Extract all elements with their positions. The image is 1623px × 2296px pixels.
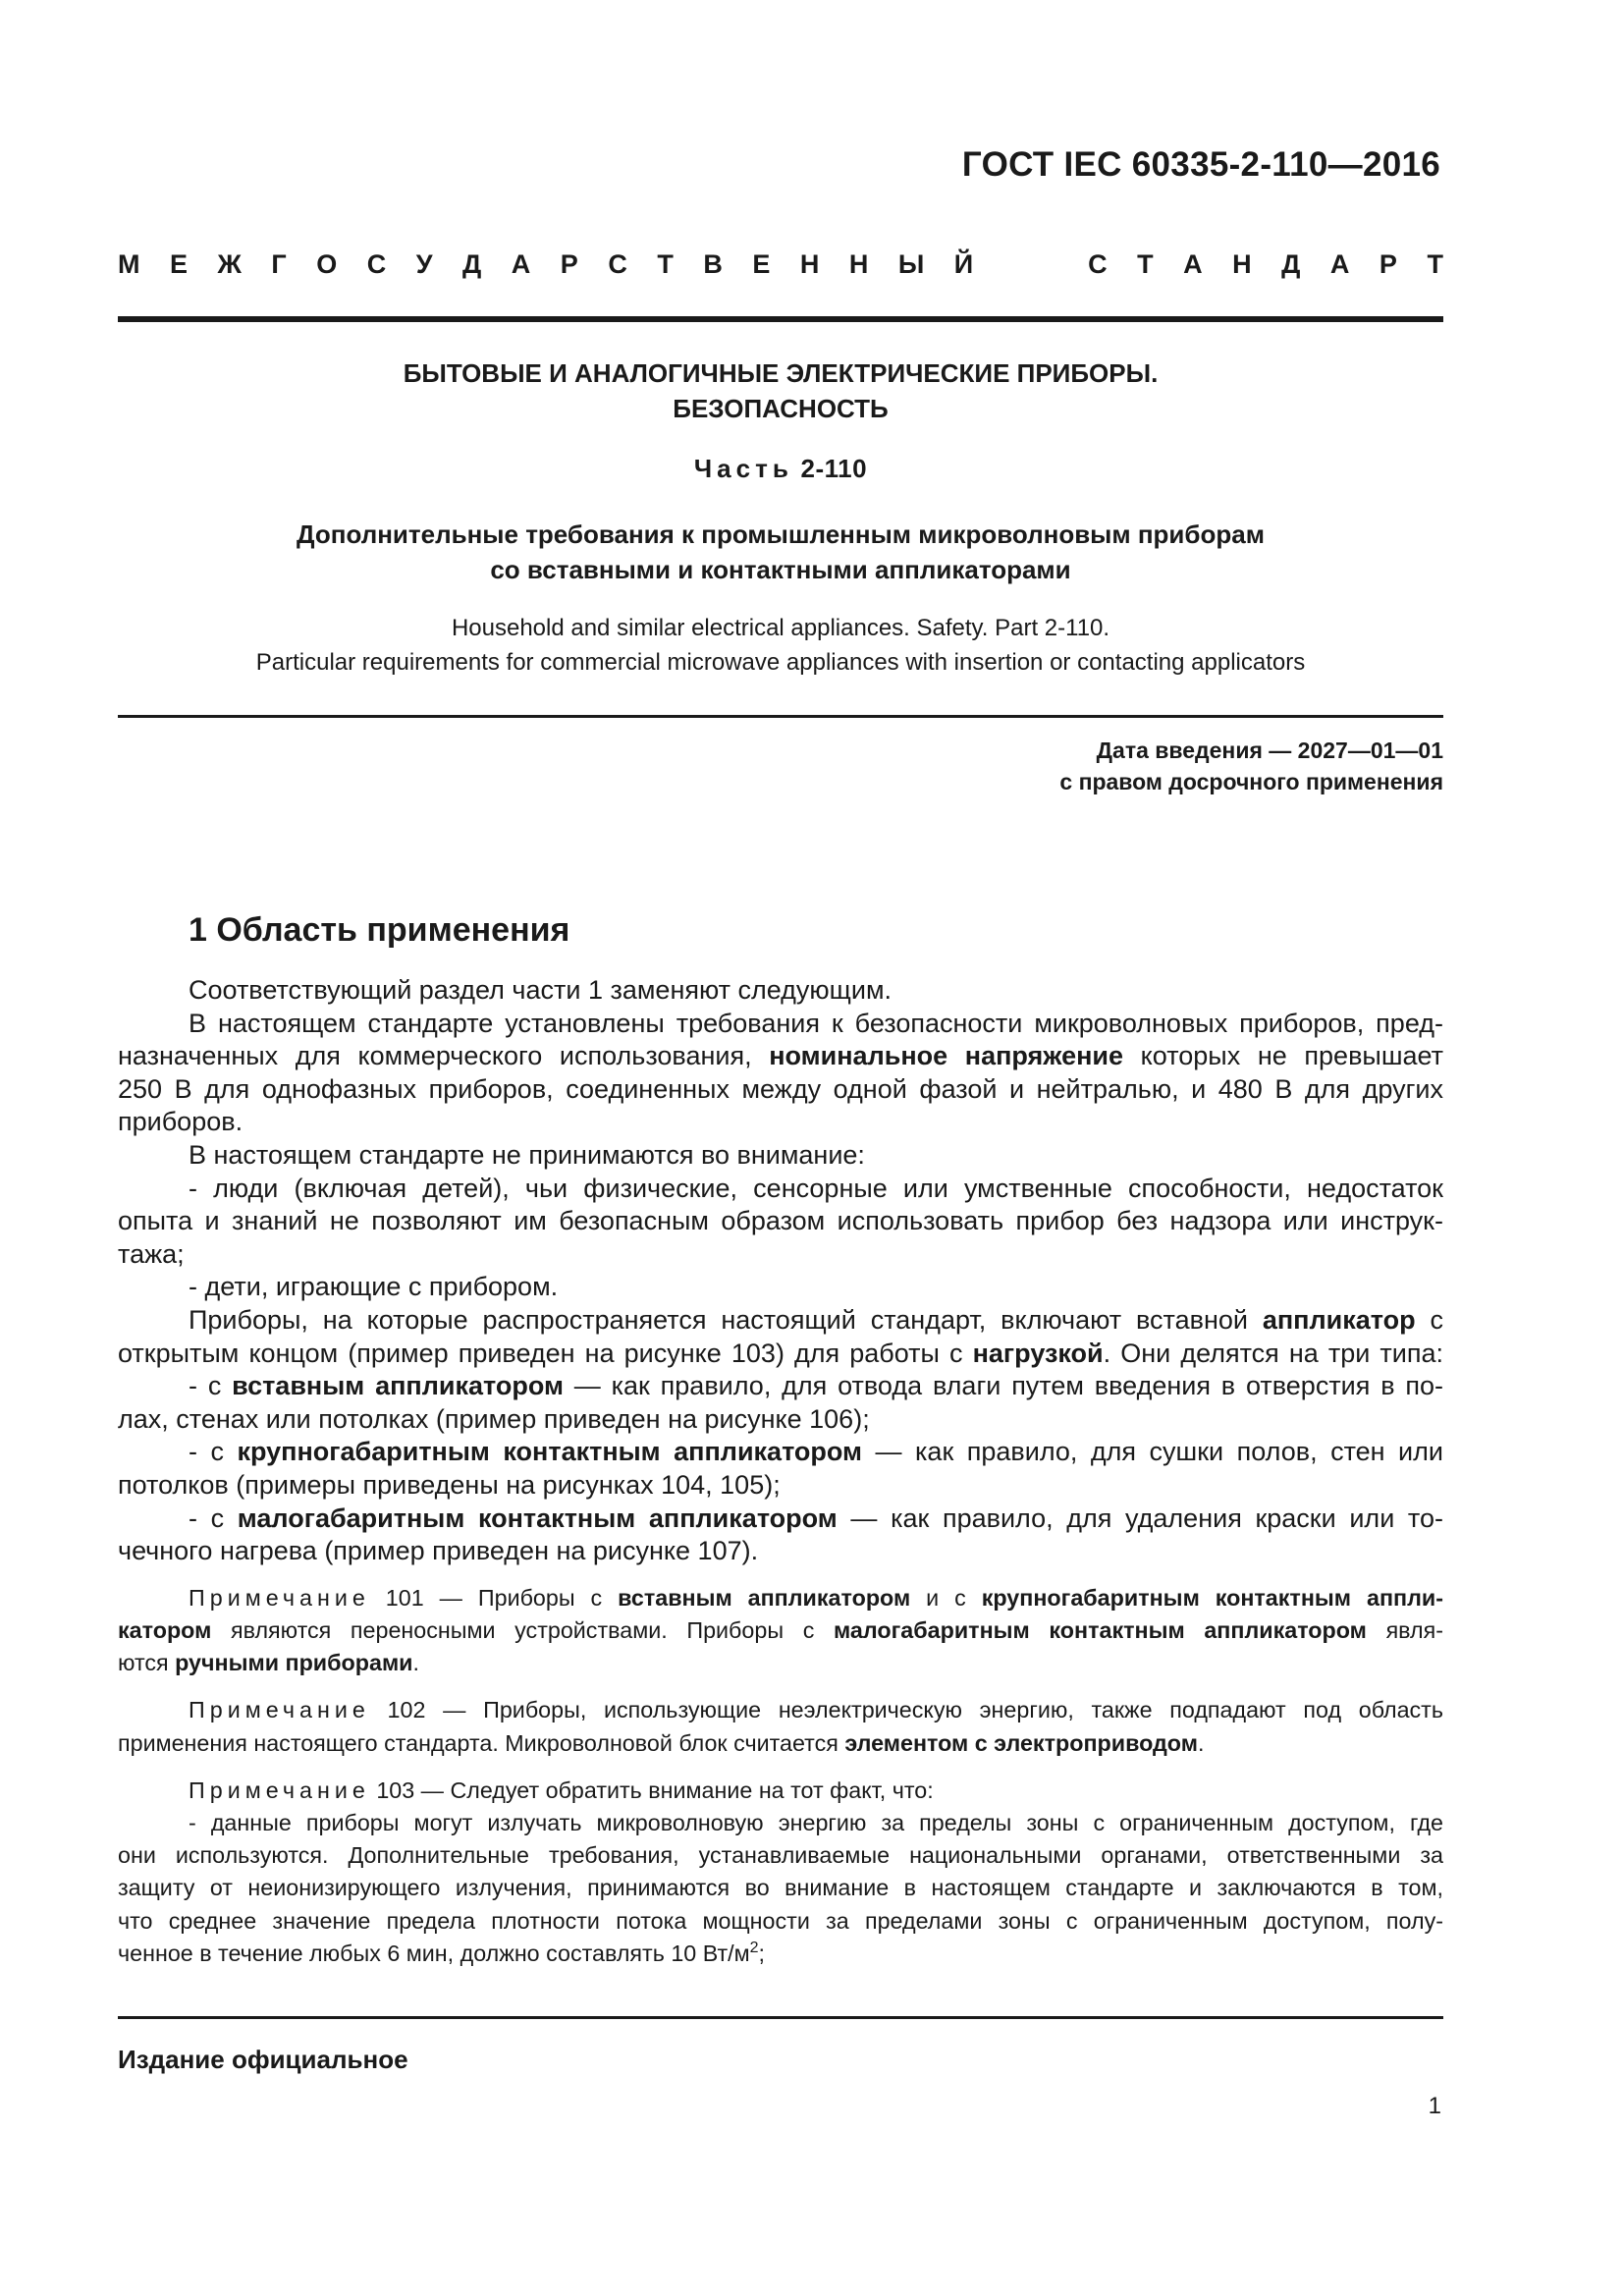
interstate-word1-letter: Д [462,249,482,279]
list-item: - дети, играющие с прибором. [189,1272,559,1302]
gost-code: ГОСТ IEC 60335-2-110—2016 [961,145,1440,184]
interstate-word1-letter: М [118,249,140,279]
interstate-word2-letter: А [1183,249,1203,279]
part-title: Часть 2-110 [693,454,868,483]
note-line: защиту от неионизирующего излучения, принимаются во внимание в настоящем стандарте и заключаются в том, [118,1875,1443,1901]
english-title: Household and similar electrical appliances. Safety. Part 2-110. Particular requirements for commercial microwave appliances with insertion or contacting applicators [255,615,1306,676]
note-line: они используются. Дополнительные требования, устанавливаемые национальными органами, ответственными за [118,1842,1443,1869]
official-edition-label: Издание официальное [118,2045,408,2074]
interstate-word2-letter: С [1088,249,1108,279]
top-divider [118,316,1443,322]
note-line: что среднее значение предела плотности потока мощности за пределами зоны с ограниченным доступом, полу- [118,1907,1443,1934]
interstate-word1-letter: С [608,249,627,279]
bottom-divider [118,2016,1443,2019]
interstate-word1-letter: В [703,249,723,279]
interstate-word1-letter: У [415,249,433,279]
interstate-word2-letter: Т [1427,249,1443,279]
interstate-word2-letter: Н [1232,249,1252,279]
title-divider [118,715,1443,718]
list-item: - с крупногабаритным контактным аппликатором — как правило, для сушки полов, стен или [189,1437,1443,1467]
page-number: 1 [1428,2093,1441,2119]
list-item: - с малогабаритным контактным аппликатором — как правило, для удаления краски или то- [189,1503,1443,1533]
paragraph-line: лах, стенах или потолках (пример приведен на рисунке 106); [118,1403,870,1434]
document-title: БЫТОВЫЕ И АНАЛОГИЧНЫЕ ЭЛЕКТРИЧЕСКИЕ ПРИБОРЫ. БЕЗОПАСНОСТЬ [403,358,1159,423]
paragraph-line: 250 В для однофазных приборов, соединенных между одной фазой и нейтралью, и 480 В для других [118,1073,1443,1104]
interstate-word1-letter: Е [752,249,771,279]
list-item: - с вставным аппликатором — как правило, для отвода влаги путем введения в отверстия в по- [189,1371,1444,1401]
note-line: - данные приборы могут излучать микроволновую энергию за пределы зоны с ограниченным доступом, где [189,1809,1443,1835]
note-101: Примечание 101 — Приборы с вставным аппликатором и с крупногабаритным контактным аппли- [189,1584,1443,1611]
paragraph-line: потолков (примеры приведены на рисунках 104, 105); [118,1469,781,1500]
interstate-word1-letter: О [316,249,338,279]
interstate-word1-letter: С [366,249,387,279]
paragraph-line: тажа; [118,1238,185,1269]
interstate-word1-letter: Т [657,249,674,279]
paragraph-line: В настоящем стандарте установлены требования к безопасности микроволновых приборов, пред- [189,1008,1443,1038]
notes-block [118,1582,1443,1970]
note-line: ченное в течение любых 6 мин, должно составлять 10 $Вт/м^2$; [118,1939,766,1966]
paragraph-line: назначенных для коммерческого использования, номинальное напряжение которых не превышает [118,1041,1443,1071]
section-body [118,974,1443,1970]
note-line: применения настоящего стандарта. Микроволновой блок считается элементом с электроприводом. [118,1729,1205,1756]
section-heading: 1 Область применения [189,911,570,949]
interstate-standard-banner [118,249,1443,280]
document-subtitle: Дополнительные требования к промышленным микроволновым приборам со вставными и контактными аппликаторами [297,519,1265,584]
paragraph-line: чечного нагрева (пример приведен на рисунке 107). [118,1536,759,1566]
paragraph-line: Приборы, на которые распространяется настоящий стандарт, включают вставной аппликатор с [189,1304,1443,1335]
paragraph-line: Соответствующий раздел части 1 заменяют следующим. [189,975,893,1005]
interstate-word1-letter: А [511,249,531,279]
interstate-word1-letter: Г [271,249,287,279]
interstate-word1-letter: Н [848,249,869,279]
interstate-word1-letter: Р [560,249,578,279]
note-line: ются ручными приборами. [118,1650,419,1676]
interstate-word1-letter: Й [953,249,974,279]
interstate-word2-letter: Т [1137,249,1154,279]
interstate-word1-letter: Н [799,249,820,279]
interstate-word2-letter: А [1329,249,1350,279]
interstate-word1-letter: Е [170,249,189,279]
interstate-word2-letter: Д [1281,249,1301,279]
paragraph-line: В настоящем стандарте не принимаются во внимание: [189,1139,865,1170]
introduction-date: Дата введения — 2027—01—01 с правом досрочного применения [1059,738,1443,794]
note-103: Примечание 103 — Следует обратить внимание на тот факт, что: [189,1777,934,1803]
list-item: - люди (включая детей), чьи физические, сенсорные или умственные способности, недостаток [189,1173,1443,1203]
interstate-word1-letter: Ы [897,249,925,279]
interstate-word1-letter: Ж [217,249,242,279]
paragraph-line: открытым концом (пример приведен на рисунке 103) для работы с нагрузкой. Они делятся на три типа: [118,1338,1443,1368]
paragraph-line: приборов. [118,1107,243,1137]
interstate-word2-letter: Р [1379,249,1397,279]
note-102: Примечание 102 — Приборы, использующие неэлектрическую энергию, также подпадают под область [189,1697,1443,1723]
paragraph-line: опыта и знаний не позволяют им безопасным образом использовать прибор без надзора или инструк- [118,1206,1443,1236]
note-line: катором являются переносными устройствами. Приборы с малогабаритным контактным аппликатором явля- [118,1616,1443,1643]
